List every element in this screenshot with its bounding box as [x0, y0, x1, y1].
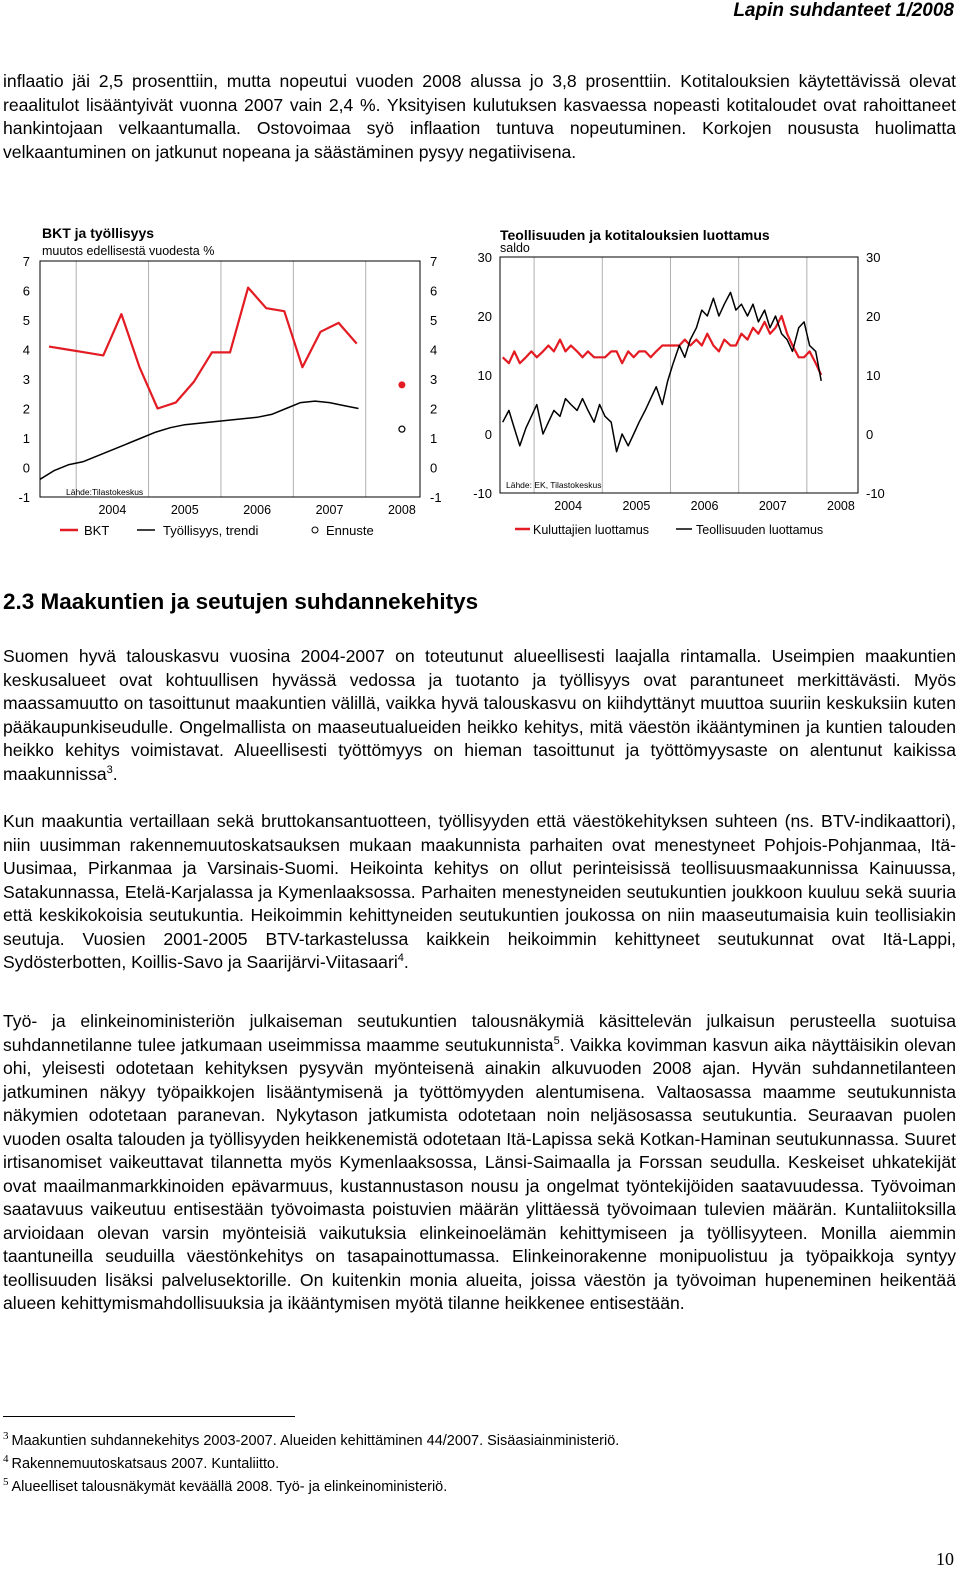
footnote-4: [3, 1455, 279, 1474]
x-tick-label: 2008: [827, 499, 855, 513]
y-tick-label: 0: [22, 460, 30, 476]
y-tick-label: 10: [866, 368, 881, 383]
section-paragraph-1: [3, 645, 956, 786]
y-tick-label: 6: [22, 283, 30, 299]
section-title: 2.3 Maakuntien ja seutujen suhdannekehitys: [3, 589, 479, 614]
chart-bkt-tyollisyys: [0, 215, 460, 545]
y-tick-label: 5: [430, 313, 438, 328]
paragraph-3-start: Työ- ja elinkeinoministeriön julkaiseman seutukuntien talousnäkymiä käsittelevän julkaisun perusteella suotuisa suhdannetilanne tulee jatkumaan useimmissa maamme seutukunnista: [3, 1011, 956, 1055]
chart-left-y-axis-left: [18, 254, 30, 505]
series-line-kuluttajien-luottamus: [503, 316, 822, 375]
y-tick-label: 0: [866, 427, 874, 442]
chart-left-x-axis: [98, 503, 415, 517]
y-tick-label: 30: [477, 250, 492, 265]
footnote-text: Alueelliset talousnäkymät keväällä 2008. Työ- ja elinkeinoministeriö.: [11, 1479, 448, 1495]
y-tick-label: 20: [477, 309, 492, 324]
y-tick-label: -1: [430, 490, 442, 505]
x-tick-label: 2004: [554, 499, 583, 513]
y-tick-label: -10: [473, 486, 492, 501]
y-tick-label: 2: [430, 401, 438, 417]
forecast-point-ennuste: [398, 381, 405, 388]
section-paragraph-3: [3, 1010, 956, 1316]
x-tick-label: 2008: [387, 503, 416, 517]
chart-right-x-axis: [554, 499, 855, 513]
x-tick-label: 2006: [690, 499, 719, 513]
legend-industry-label: Teollisuuden luottamus: [696, 523, 824, 537]
x-tick-label: 2005: [170, 503, 199, 517]
footnote-text: Rakennemuutoskatsaus 2007. Kuntaliitto.: [11, 1456, 280, 1472]
series-line-bkt: [49, 288, 357, 409]
footnote-ref-4: 4: [397, 952, 404, 965]
chart-right-title: Teollisuuden ja kotitalouksien luottamus: [500, 227, 770, 243]
y-tick-label: 3: [430, 372, 438, 387]
y-tick-label: 4: [22, 342, 30, 358]
paragraph-3-rest: . Vaikka kovimman kasvun aika näyttäisikin olevan ohi, yleisesti odotetaan kehityksen pysyvän myönteisenä ainakin alkuvuoden 2008 ajan. Hyvän suhdannetilanteen jatkuminen näkyy työpaikkojen lisääntymisenä ja työttömyyden alentumisena. Valtaosassa maamme seutukunnista näkymien odotetaan paranevan. Nykytason jatkumista odotetaan noin neljäsosassa seutukuntia. Seuraavan puolen vuoden osalta talouden ja työllisyyden heikkenemistä odotetaan Itä-Lapissa sekä Kotkan-Haminan seutukunnassa. Suuret irtisanomiset vaikeuttavat tilannetta myös Kymenlaaksossa, Länsi-Saimaalla ja Forssan seudulla. Keskeiset uhkatekijät ovat maailmanmarkkinoiden epävarmuus, kustannustason nousu ja ongelmat työntekijöiden saatavuudessa. Työvoiman saatavuus vaikeutuu entisestään työvoimasta poistuvien määrän ylittäessä työvoimaan tulevien määrän. Kuntaliitoksilla arvioidaan olevan varsin myönteisiä vaikutuksia elinkeinoelämän kehittymiseen ja työllisyyteen. Monilla aiemmin taantuneilla seuduilla väestönkehitys on tasapainottumassa. Elinkeinorakenne monipuolistuu ja työpaikkoja syntyy teollisuuden lisäksi palvelusektorille. On kuitenkin monia alueita, joissa väestön ja työvoiman hupeneminen heikentää alueen kehittymismahdollisuuksia ja ikääntymisen myötä tilanne heikkenee entisestään.: [3, 1034, 956, 1313]
chart-right-legend: [515, 523, 823, 537]
y-tick-label: 5: [22, 313, 30, 328]
chart-right-source: Lähde: EK, Tilastokeskus: [506, 480, 602, 490]
y-tick-label: 2: [22, 401, 30, 417]
legend-consumer-label: Kuluttajien luottamus: [533, 523, 650, 537]
chart-right-gridlines: [534, 257, 807, 493]
footnote-number: 5: [3, 1476, 9, 1488]
chart-left-plot-frame: [40, 261, 420, 497]
legend-employment-label: Työllisyys, trendi: [163, 523, 259, 538]
chart-right-y-axis-right: [866, 250, 885, 501]
footnote-number: 3: [3, 1430, 9, 1442]
x-tick-label: 2005: [622, 499, 651, 513]
paragraph-1-text: Suomen hyvä talouskasvu vuosina 2004-2007 on toteutunut alueellisesti laajalla rintamalla. Useimpien maakuntien keskusalueet ovat kohtuullisen hyvässä vedossa ja tuotanto ja työllisyys ovat parantuneet merkittävästi. Myös maassamuutto on tasoittunut maakuntien välillä, vaikka hyvä talouskasvu on kiihdyttänyt muuttoa suuriin keskuksiin kuten pääkaupunkiseudulle. Ongelmallista on maaseutualueiden heikko kehitys, mitä väestön ikääntyminen ja kuntien talouden heikko kehitys voimistavat. Alueellisesti työttömyys on hieman tasoittunut ja työttömyysaste on alentunut kaikissa maakunnissa: [3, 646, 956, 784]
y-tick-label: 4: [430, 342, 438, 358]
chart-left-series: [40, 288, 405, 480]
page-number: 10: [936, 1549, 954, 1569]
y-tick-label: 1: [430, 431, 438, 446]
y-tick-label: 0: [484, 427, 492, 442]
footnote-text: Maakuntien suhdannekehitys 2003-2007. Alueiden kehittäminen 44/2007. Sisäasiainministeriö.: [11, 1433, 620, 1449]
footnote-number: 4: [3, 1453, 9, 1465]
section-paragraph-2: [3, 810, 956, 975]
chart-right-series: [503, 292, 822, 451]
legend-forecast-marker: [312, 527, 318, 533]
chart-left-source: Lähde:Tilastokeskus: [66, 487, 144, 497]
intro-paragraph: inflaatio jäi 2,5 prosenttiin, mutta nopeutui vuoden 2008 alussa jo 3,8 prosenttiin. Kotitalouksien käytettävissä olevat reaalitulot lisääntyivät vuonna 2007 vain 2,4 %. Yksityisen kulutuksen kasvaessa nopeasti kotitaloudet ovat rahoittaneet hankintojaan velkaantumalla. Ostovoimaa syö inflaation tuntuva nopeutuminen. Korkojen noususta huolimatta velkaantuminen on jatkunut nopeana ja säästäminen pysyy negatiivisena.: [3, 71, 956, 162]
chart-left-y-axis-right: [430, 254, 442, 505]
x-tick-label: 2004: [98, 503, 127, 517]
y-tick-label: 1: [22, 431, 30, 446]
x-tick-label: 2006: [243, 503, 272, 517]
y-tick-label: -10: [866, 486, 885, 501]
forecast-point-ennuste: [399, 426, 405, 432]
series-line-teollisuuden-luottamus: [503, 292, 822, 451]
legend-bkt-label: BKT: [84, 523, 110, 538]
y-tick-label: 20: [866, 309, 881, 324]
y-tick-label: 30: [866, 250, 881, 265]
y-tick-label: 7: [22, 254, 30, 269]
chart-right-plot-frame: [500, 257, 858, 493]
y-tick-label: 6: [430, 283, 438, 299]
x-tick-label: 2007: [315, 503, 344, 517]
paragraph-2-text: Kun maakuntia vertaillaan sekä bruttokansantuotteen, työllisyyden että väestökehityksen suhteen (ns. BTV-indikaattori), niin uusimman rakennemuutoskatsauksen mukaan maakunnista parhaiten ovat menestyneet Pohjois-Pohjanmaa, Itä-Uusimaa, Pirkanmaa ja Varsinais-Suomi. Heikointa kehitys on ollut perinteisissä teollisuusmaakunnissa Kainuussa, Satakunnassa, Etelä-Karjalassa ja Kymenlaaksossa. Parhaiten menestyneiden seutukuntien joukkoon kuuluu sekä suuria että keskikokoisia seutukuntia. Heikoimmin kehittyneiden seutukuntien joukossa on niin maaseutumaisia kuin teollisiakin seutuja. Vuosien 2001-2005 BTV-tarkastelussa kaikkein heikoimmin kehittyneet seutukunnat ovat Itä-Lappi, Sydösterbotten, Koillis-Savo ja Saarijärvi-Viitasaari: [3, 811, 956, 972]
chart-left-title: BKT ja työllisyys: [42, 225, 155, 241]
running-header: Lapin suhdanteet 1/2008: [733, 0, 954, 21]
paragraph-2-end: .: [403, 952, 409, 972]
chart-left-subtitle: muutos edellisestä vuodesta %: [42, 244, 215, 258]
chart-right-subtitle: saldo: [500, 241, 530, 255]
chart-left-gridlines: [76, 261, 366, 497]
y-tick-label: -1: [18, 490, 30, 505]
y-tick-label: 10: [477, 368, 492, 383]
footnote-ref-3: 3: [106, 763, 113, 776]
legend-forecast-label: Ennuste: [326, 523, 374, 538]
chart-right-y-axis-left: [473, 250, 492, 501]
footnote-3: [3, 1432, 619, 1451]
footnote-divider: [3, 1416, 295, 1417]
chart-left-legend: [60, 523, 374, 538]
x-tick-label: 2007: [758, 499, 787, 513]
footnote-5: [3, 1478, 447, 1497]
paragraph-1-end: .: [112, 763, 118, 784]
y-tick-label: 3: [22, 372, 30, 387]
footnote-ref-5: 5: [553, 1034, 560, 1047]
y-tick-label: 0: [430, 460, 438, 476]
y-tick-label: 7: [430, 254, 438, 269]
chart-luottamus: [460, 215, 920, 545]
series-line-työllisyys-trendi: [40, 401, 359, 479]
